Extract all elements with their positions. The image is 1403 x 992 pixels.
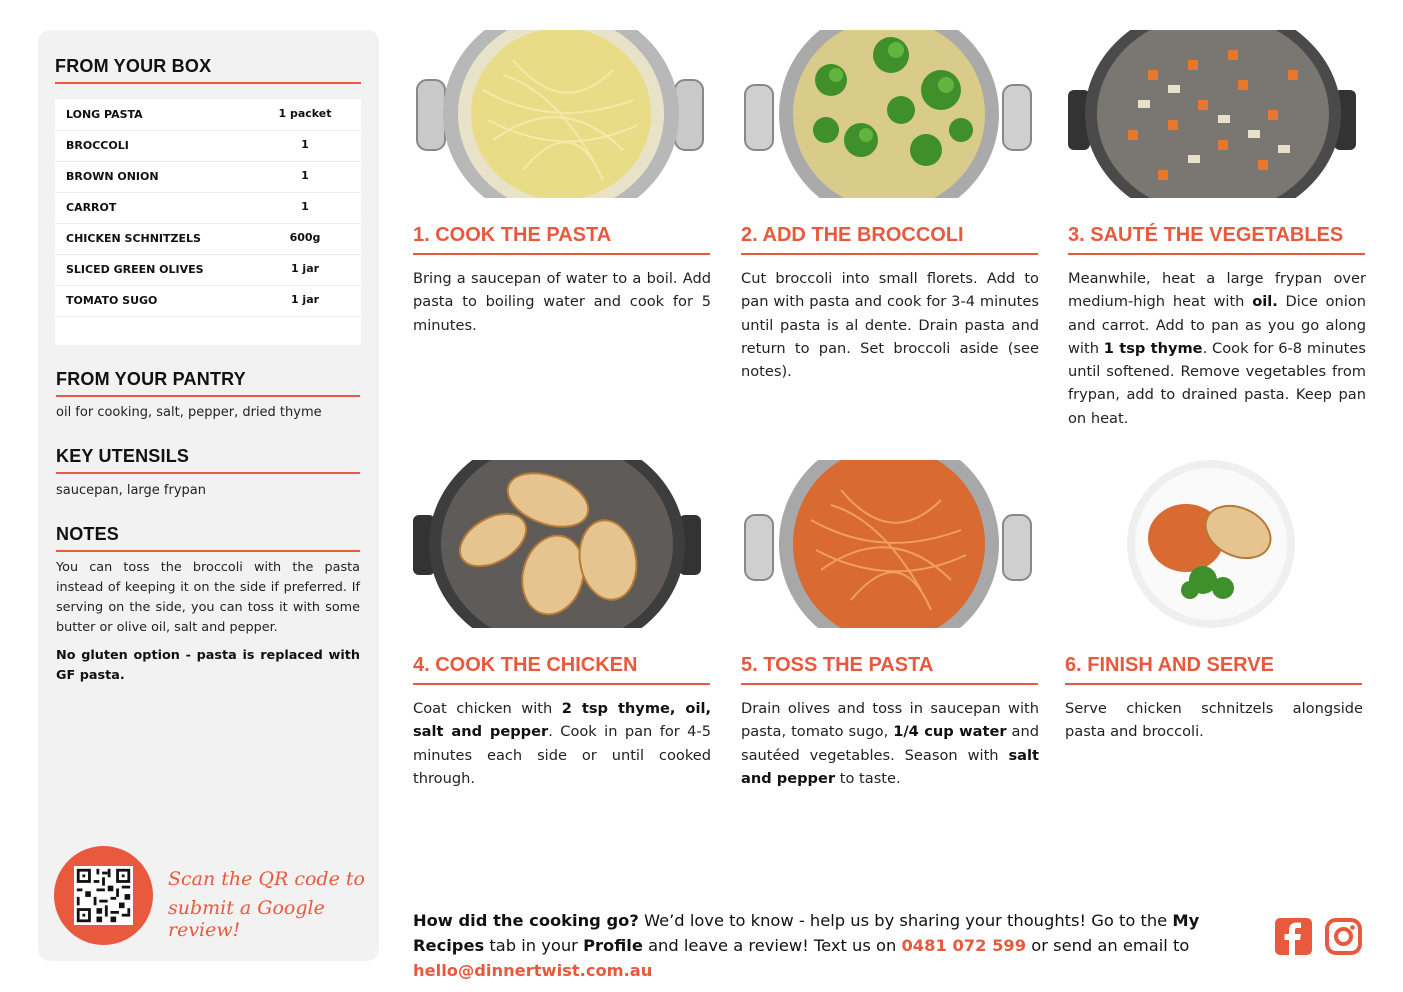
step-text-segment: Drain olives and toss in saucepan with pasta, tomato sugo, [741,700,1039,741]
divider [55,82,361,84]
step-text-segment: Meanwhile, heat a large frypan over medium-high heat with [1068,270,1366,311]
footer-text: or send an email to [1026,936,1190,955]
ingredient-qty: 1 packet [278,107,332,120]
step-6-photo [1068,460,1365,628]
divider [56,472,360,474]
footer-text: We’d love to know - help us by sharing your thoughts! Go to the [638,911,1173,930]
step-5-text [741,697,1039,790]
step-6-title: 6. FINISH AND SERVE [1065,654,1274,676]
divider [413,253,710,255]
footer-question: How did the cooking go? [413,911,639,930]
ingredient-qty: 1 [301,200,309,213]
phone-link[interactable]: 0481 072 599 [901,936,1027,955]
footer-text: and leave a review! Text us on [642,936,902,955]
step-text-segment: to taste. [835,769,901,787]
step-text-segment: and sautéed vegetables. Season with [741,723,1039,764]
step-text-segment: Bring a saucepan of water to a boil. Add pasta to boiling water and cook for 5 minutes. [413,270,711,334]
step-4-photo [413,460,701,628]
ingredient-name: CHICKEN SCHNITZELS [66,232,201,245]
step-text-bold: 1 tsp thyme [1103,339,1203,357]
notes-gluten-option: No gluten option - pasta is replaced with GF pasta. [56,648,360,683]
ingredient-name: SLICED GREEN OLIVES [66,263,204,276]
ingredient-name: LONG PASTA [66,108,143,121]
step-text-segment: Serve chicken schnitzels alongside pasta and broccoli. [1065,700,1363,741]
step-text-bold: 1/4 cup water [893,723,1007,741]
facebook-icon[interactable] [1275,918,1312,955]
table-row [55,285,361,317]
step-4-text [413,697,711,790]
step-text-segment: Dice onion and carrot. Add to pan as you go along with [1068,293,1367,357]
table-row [55,161,361,193]
table-row [55,254,361,286]
divider [413,683,710,685]
step-text-bold: oil. [1252,293,1278,311]
ingredient-qty: 1 [301,169,309,182]
email-link[interactable]: hello@dinnertwist.com.au [413,961,653,980]
notes-text: You can toss the broccoli with the pasta instead of keeping it on the side if preferred. If serving on the side, you can toss it with some butter or olive oil, salt and pepper. [56,560,360,635]
pantry-text: oil for cooking, salt, pepper, dried thyme [56,405,322,420]
divider [741,253,1038,255]
step-text-segment: Coat chicken with [413,700,562,717]
step-2-photo [741,30,1038,198]
table-row [55,130,361,162]
divider [1068,253,1365,255]
step-2-text [741,267,1039,383]
pantry-title: FROM YOUR PANTRY [56,369,246,389]
ingredients-table [55,99,361,345]
ingredient-name: BROCCOLI [66,139,129,152]
qr-badge [54,846,153,945]
notes-title: NOTES [56,524,120,544]
step-1-text [413,267,711,337]
step-text-bold: 2 tsp thyme, oil, salt and pepper [413,700,711,741]
step-text-bold: salt and pepper [741,746,1039,787]
divider [56,550,360,552]
step-6-text [1065,697,1363,744]
qr-caption-line1: Scan the QR code to [168,868,365,890]
qr-code-icon[interactable] [74,866,133,925]
ingredient-qty: 600g [289,231,321,244]
from-box-title: FROM YOUR BOX [55,56,212,76]
step-text-segment: . Cook in pan for 4-5 minutes each side or until cooked through. [413,723,711,787]
step-text-segment: Cut broccoli into small florets. Add to pan with pasta and cook for 3-4 minutes until pasta is al dente. Drain pasta and return to pan. Set broccoli aside (see notes). [741,270,1039,381]
ingredient-qty: 1 jar [290,293,320,306]
instagram-icon[interactable] [1325,918,1362,955]
footer-text: tab in your [484,936,584,955]
ingredient-name: TOMATO SUGO [66,294,158,307]
footer-message [413,908,1263,983]
step-1-title: 1. COOK THE PASTA [413,224,612,246]
step-5-photo [741,460,1038,628]
step-3-photo [1068,30,1365,198]
table-row [55,223,361,255]
ingredient-qty: 1 jar [290,262,320,275]
divider [1065,683,1362,685]
step-3-title: 3. SAUTÉ THE VEGETABLES [1068,224,1344,246]
utensils-text: saucepan, large frypan [56,483,206,498]
utensils-title: KEY UTENSILS [56,446,190,466]
step-5-title: 5. TOSS THE PASTA [741,654,934,676]
table-row [55,99,361,131]
profile-link[interactable]: Profile [583,936,643,955]
my-recipes-link[interactable]: My Recipes [413,911,1200,955]
step-2-title: 2. ADD THE BROCCOLI [741,224,964,246]
divider [741,683,1038,685]
ingredient-qty: 1 [301,138,309,151]
table-row [55,192,361,224]
divider [56,395,360,397]
step-text-segment: . Cook for 6-8 minutes until softened. Remove vegetables from frypan, add to drained pasta. Keep pan on heat. [1068,339,1366,427]
step-3-text [1068,267,1366,430]
ingredient-name: CARROT [66,201,117,214]
step-1-photo [413,30,710,198]
step-4-title: 4. COOK THE CHICKEN [413,654,638,676]
qr-caption-line2: submit a Google review! [168,897,325,941]
ingredient-name: BROWN ONION [66,170,159,183]
